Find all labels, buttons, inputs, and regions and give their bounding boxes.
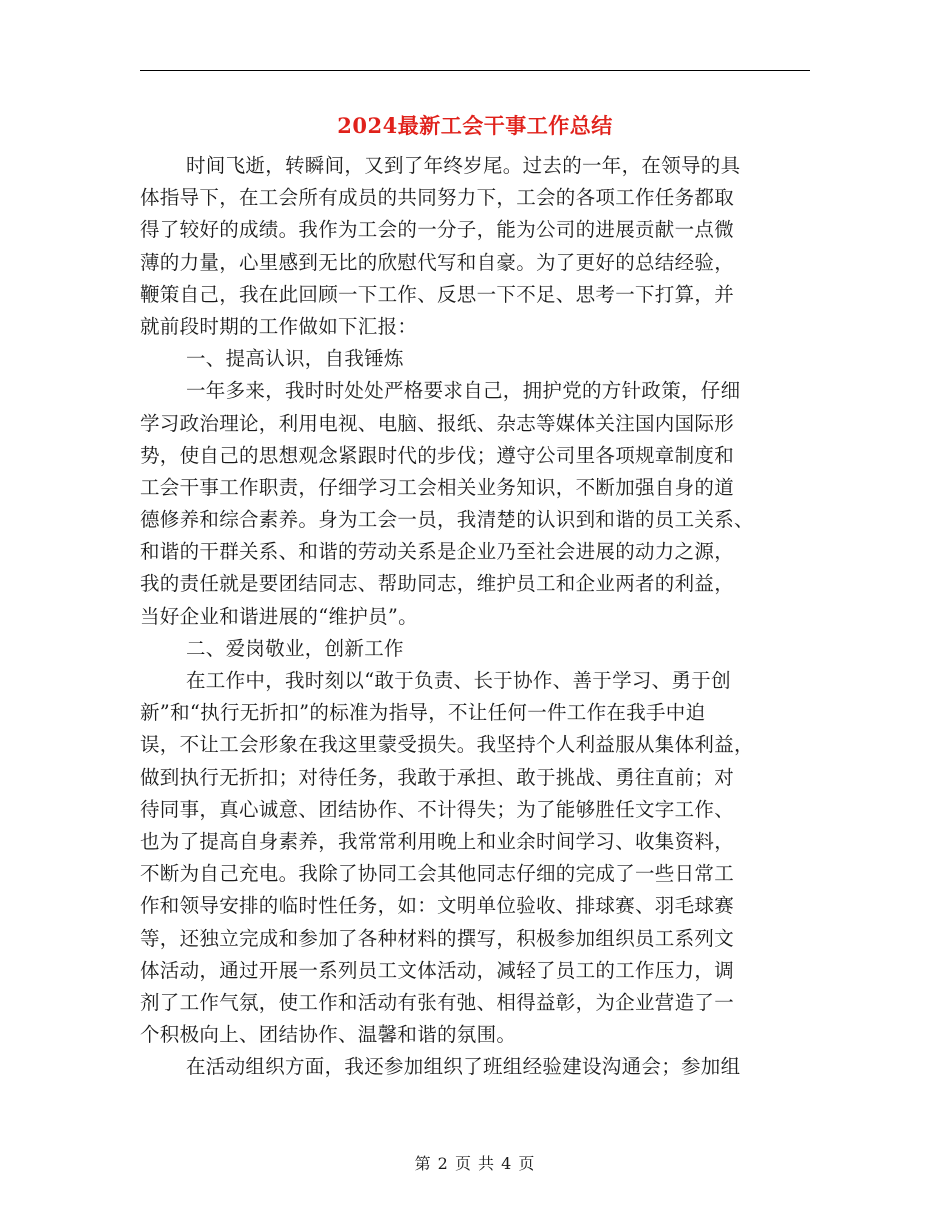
text-line: 在工作中，我时刻以“敢于负责、长于协作、善于学习、勇于创 (186, 669, 731, 692)
text-line: 新”和“执行无折扣”的标准为指导，不让任何一件工作在我手中迫 (140, 701, 706, 725)
text-line: 误，不让工会形象在我这里蒙受损失。我坚持个人利益服从集体利益， (140, 733, 754, 757)
text-line: 一年多来，我时时处处严格要求自己，拥护党的方针政策，仔细 (186, 379, 741, 403)
document-body (140, 150, 820, 1083)
text-line: 薄的力量，心里感到无比的欣慰代写和自豪。为了更好的总结经验， (140, 250, 735, 274)
text-line: 做到执行无折扣；对待任务，我敢于承担、敢于挑战、勇往直前；对 (140, 765, 735, 789)
text-line: 势，使自己的思想观念紧跟时代的步伐；遵守公司里各项规章制度和 (140, 443, 735, 467)
header-rule (140, 70, 810, 71)
text-line: 和谐的干群关系、和谐的劳动关系是企业乃至社会进展的动力之源， (140, 540, 735, 564)
text-line: 我的责任就是要团结同志、帮助同志，维护员工和企业两者的利益， (140, 572, 735, 596)
text-line: 体指导下，在工会所有成员的共同努力下，工会的各项工作任务都取 (140, 186, 735, 210)
text-line: 时间飞逝，转瞬间，又到了年终岁尾。过去的一年，在领导的具 (186, 154, 741, 177)
text-line: 也为了提高自身素养，我常常利用晚上和业余时间学习、收集资料， (140, 829, 735, 853)
text-line: 不断为自己充电。我除了协同工会其他同志仔细的完成了一些日常工 (140, 862, 735, 886)
text-line: 作和领导安排的临时性任务，如：文明单位验收、排球赛、羽毛球赛 (140, 894, 735, 918)
text-line: 等，还独立完成和参加了各种材料的撰写，积极参加组织员工系列文 (140, 926, 735, 950)
page-footer: 第 2 页 共 4 页 (414, 1154, 536, 1173)
text-line: 工会干事工作职责，仔细学习工会相关业务知识，不断加强自身的道 (140, 475, 735, 499)
text-line: 德修养和综合素养。身为工会一员，我清楚的认识到和谐的员工关系、 (140, 508, 754, 532)
text-line: 体活动，通过开展一系列员工文体活动，减轻了员工的工作压力，调 (140, 958, 735, 982)
text-line: 学习政治理论，利用电视、电脑、报纸、杂志等媒体关注国内国际形 (140, 411, 735, 435)
text-line: 得了较好的成绩。我作为工会的一分子，能为公司的进展贡献一点微 (140, 218, 735, 242)
text-line: 在活动组织方面，我还参加组织了班组经验建设沟通会；参加组 (186, 1055, 741, 1079)
text-line: 个积极向上、团结协作、温馨和谐的氛围。 (140, 1023, 517, 1047)
text-line: 二、爱岗敬业，创新工作 (186, 636, 404, 660)
document-title: 2024最新工会干事工作总结 (337, 113, 613, 138)
text-line: 鞭策自己，我在此回顾一下工作、反思一下不足、思考一下打算，并 (140, 282, 735, 306)
text-line: 待同事，真心诚意、团结协作、不计得失；为了能够胜任文字工作、 (140, 797, 735, 821)
text-line: 一、提高认识，自我锤炼 (186, 347, 404, 371)
text-line: 当好企业和谐进展的“维护员”。 (140, 604, 418, 628)
text-line: 就前段时期的工作做如下汇报： (140, 314, 418, 338)
text-line: 剂了工作气氛，使工作和活动有张有弛、相得益彰，为企业营造了一 (140, 990, 735, 1014)
